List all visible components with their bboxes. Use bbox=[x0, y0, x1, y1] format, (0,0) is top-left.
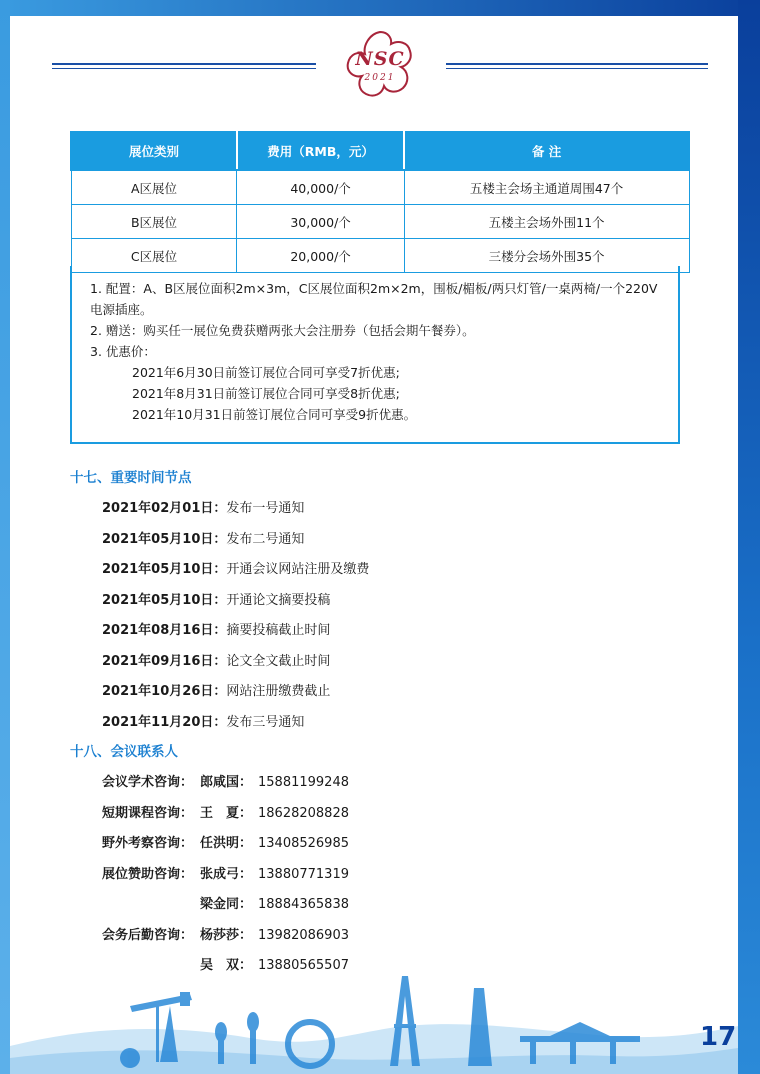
timeline-event: 网站注册缴费截止 bbox=[226, 684, 331, 699]
contact-phone: 18628208828 bbox=[258, 805, 349, 821]
booth-type: C区展位 bbox=[71, 239, 237, 273]
booth-note: 五楼主会场主通道周围47个 bbox=[404, 170, 689, 205]
list-item bbox=[102, 680, 330, 699]
page-number: 17 bbox=[700, 1022, 737, 1052]
list-item bbox=[102, 771, 349, 790]
list-item bbox=[102, 528, 304, 547]
timeline-date: 2021年02月01日： bbox=[102, 501, 227, 516]
booth-price: 40,000/个 bbox=[237, 170, 404, 205]
list-item bbox=[102, 802, 349, 821]
list-item bbox=[102, 558, 369, 577]
contact-phone: 13982086903 bbox=[258, 927, 349, 943]
left-frame-bar bbox=[0, 0, 10, 1074]
note-discount-title: 3. 优惠价： bbox=[90, 344, 156, 359]
nsc-logo bbox=[336, 26, 424, 106]
contact-role: 短期课程咨询： bbox=[102, 805, 194, 821]
contact-role: 展位赞助咨询： bbox=[102, 866, 194, 882]
contact-name: 任洪明： bbox=[200, 836, 253, 851]
top-frame-bar bbox=[0, 0, 760, 16]
table-row bbox=[71, 205, 689, 239]
timeline-event: 发布二号通知 bbox=[226, 531, 305, 547]
list-item bbox=[102, 863, 349, 882]
booth-price: 30,000/个 bbox=[237, 205, 404, 239]
contact-name: 王 夏： bbox=[200, 805, 253, 821]
list-item bbox=[102, 589, 330, 608]
timeline-date: 2021年10月26日： bbox=[102, 684, 227, 699]
booth-price: 20,000/个 bbox=[237, 239, 404, 273]
timeline-event: 论文全文截止时间 bbox=[226, 653, 331, 669]
contact-phone: 13408526985 bbox=[258, 836, 349, 851]
note-discount-item: 2021年10月31日前签订展位合同可享受9折优惠。 bbox=[132, 407, 417, 422]
note-discount-item: 2021年8月31日前签订展位合同可享受8折优惠; bbox=[132, 386, 400, 401]
section-title-contacts: 十八、会议联系人 bbox=[70, 744, 178, 760]
booth-note: 三楼分会场外围35个 bbox=[404, 239, 689, 273]
table-header-type: 展位类别 bbox=[71, 132, 237, 170]
list-item bbox=[102, 924, 349, 943]
header-rule-left bbox=[52, 63, 316, 75]
timeline-event: 开通会议网站注册及缴费 bbox=[226, 562, 370, 577]
list-item bbox=[102, 650, 330, 669]
city-skyline-illustration bbox=[10, 966, 738, 1074]
timeline-date: 2021年11月20日： bbox=[102, 714, 227, 730]
list-item bbox=[102, 711, 304, 730]
logo-text: NSC bbox=[355, 48, 405, 70]
booth-notes bbox=[70, 266, 680, 444]
timeline-event: 发布一号通知 bbox=[226, 501, 305, 516]
contact-phone: 15881199248 bbox=[258, 775, 349, 790]
table-header-row bbox=[71, 132, 689, 170]
contact-name: 郎咸国： bbox=[200, 775, 253, 790]
timeline-event: 开通论文摘要投稿 bbox=[226, 592, 331, 608]
contact-role: 野外考察咨询： bbox=[102, 836, 194, 851]
contact-role: 会议学术咨询： bbox=[102, 775, 194, 790]
timeline-date: 2021年05月10日： bbox=[102, 592, 227, 608]
booth-price-table bbox=[70, 131, 690, 273]
note-gift: 2. 赠送：购买任一展位免费获赠两张大会注册券（包括会期午餐券）。 bbox=[90, 323, 475, 338]
table-row bbox=[71, 170, 689, 205]
list-item bbox=[102, 619, 330, 638]
contact-name: 张成弓： bbox=[200, 866, 253, 882]
note-discount-item: 2021年6月30日前签订展位合同可享受7折优惠; bbox=[132, 365, 400, 380]
timeline-date: 2021年05月10日： bbox=[102, 562, 227, 577]
header-rule-right bbox=[446, 63, 708, 75]
timeline-event: 摘要投稿截止时间 bbox=[226, 623, 331, 638]
list-item bbox=[102, 497, 304, 516]
table-header-note: 备 注 bbox=[404, 132, 689, 170]
logo-year: 2021 bbox=[364, 73, 396, 83]
list-item bbox=[102, 832, 349, 851]
contact-phone: 13880771319 bbox=[258, 866, 349, 882]
contact-name: 梁金同： bbox=[200, 897, 253, 912]
contact-phone: 18884365838 bbox=[258, 897, 349, 912]
timeline-date: 2021年05月10日： bbox=[102, 531, 227, 547]
table-header-price: 费用（RMB，元） bbox=[237, 132, 404, 170]
contact-phone: 13880565507 bbox=[258, 958, 349, 973]
note-config: 1. 配置：A、B区展位面积2m×3m，C区展位面积2m×2m，围板/楣板/两只灯管/一桌两椅/一个220V bbox=[90, 281, 658, 296]
timeline-date: 2021年08月16日： bbox=[102, 623, 227, 638]
note-config-cont: 电源插座。 bbox=[90, 302, 153, 317]
timeline-event: 发布三号通知 bbox=[226, 714, 305, 730]
list-item bbox=[102, 893, 349, 912]
booth-type: A区展位 bbox=[71, 170, 237, 205]
right-frame-bar bbox=[738, 0, 760, 1074]
timeline-date: 2021年09月16日： bbox=[102, 653, 227, 669]
section-title-timeline: 十七、重要时间节点 bbox=[70, 470, 192, 486]
booth-note: 五楼主会场外围11个 bbox=[404, 205, 689, 239]
contact-name: 杨莎莎： bbox=[200, 927, 253, 943]
contact-role: 会务后勤咨询： bbox=[102, 927, 194, 943]
contact-name: 吴 双： bbox=[200, 958, 253, 973]
booth-type: B区展位 bbox=[71, 205, 237, 239]
